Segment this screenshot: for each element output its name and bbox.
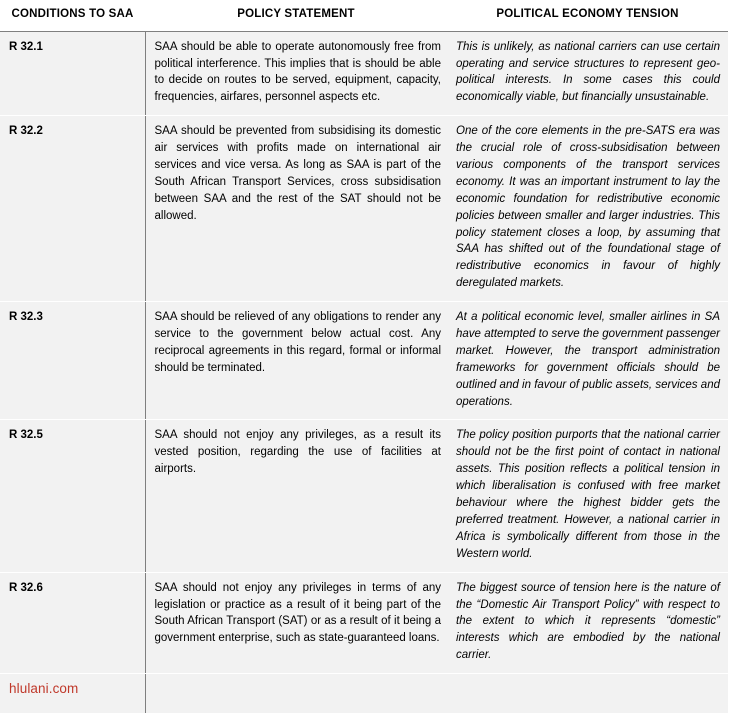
cell-political-economy-tension: At a political economic level, smaller airlines in SA have attempted to serve the government passenger market. However, the transport administration frameworks for government officials should be outlined and in favour of public assets, services and operations. bbox=[447, 302, 728, 420]
site-watermark: hlulani.com bbox=[9, 681, 79, 697]
table-header bbox=[0, 0, 728, 31]
table-body bbox=[0, 31, 728, 713]
cell-political-economy-tension: This is unlikely, as national carriers can use certain operating and service structures to represent geo-political interests. In some cases this could economically viable, but financially unsustainable. bbox=[447, 31, 728, 116]
column-header-political-economy-tension: POLITICAL ECONOMY TENSION bbox=[447, 0, 728, 31]
cell-policy-statement: SAA should not enjoy any privileges, as a result its vested position, regarding the use of facilities at airports. bbox=[145, 420, 447, 572]
cell-policy-statement: SAA should not enjoy any privileges in terms of any legislation or practice as a result of it being part of the South African Transport (SAT) or as a result of it being a government enterprise, such as state-guaranteed loans. bbox=[145, 572, 447, 673]
cell-political-economy-tension: One of the core elements in the pre-SATS era was the crucial role of cross-subsidisation between various components of the transport services economy. It was an important instrument to lay the economic foundation for redistributive economic policies between smaller and larger industries. This policy statement closes a loop, by assuming that SAA has shifted out of the foundational stage of redistributive economics in favour of highly deregulated markets. bbox=[447, 116, 728, 302]
cell-policy-statement: SAA should be prevented from subsidising its domestic air services with profits made on international air services and vice versa. As long as SAA is part of the South African Transport Services, cross subsidisation between SAA and the rest of the SAT should not be allowed. bbox=[145, 116, 447, 302]
table-row bbox=[0, 116, 728, 302]
column-header-policy-statement: POLICY STATEMENT bbox=[145, 0, 447, 31]
cell-condition-id: R 32.2 bbox=[0, 116, 145, 302]
cell-watermark-spacer-policy bbox=[145, 674, 447, 713]
cell-political-economy-tension: The policy position purports that the national carrier should not be the first point of contact in national assets. This position reflects a political tension in which liberalisation is confused with free market behaviour where the highest bidder gets the preferred treatment. However, a national carrier in Africa is symbolically different from those in the Western world. bbox=[447, 420, 728, 572]
table-row bbox=[0, 31, 728, 116]
cell-condition-id: R 32.6 bbox=[0, 572, 145, 673]
cell-condition-id: R 32.3 bbox=[0, 302, 145, 420]
cell-watermark-spacer-tension bbox=[447, 674, 728, 713]
table-row bbox=[0, 302, 728, 420]
table-row bbox=[0, 420, 728, 572]
header-row bbox=[0, 0, 728, 31]
table-row bbox=[0, 572, 728, 673]
column-header-conditions: CONDITIONS TO SAA bbox=[0, 0, 145, 31]
cell-policy-statement: SAA should be relieved of any obligations to render any service to the government below actual cost. Any reciprocal agreements in this regard, formal or informal should be terminated. bbox=[145, 302, 447, 420]
watermark-row bbox=[0, 674, 728, 713]
cell-policy-statement: SAA should be able to operate autonomously free from political interference. This implies that is should be able to decide on routes to be served, equipment, capacity, frequencies, airfares, personnel aspects etc. bbox=[145, 31, 447, 116]
cell-watermark bbox=[0, 674, 145, 713]
cell-condition-id: R 32.5 bbox=[0, 420, 145, 572]
cell-political-economy-tension: The biggest source of tension here is the nature of the “Domestic Air Transport Policy” with respect to the extent to which it represents “domestic” interests which are embodied by the national carrier. bbox=[447, 572, 728, 673]
cell-condition-id: R 32.1 bbox=[0, 31, 145, 116]
